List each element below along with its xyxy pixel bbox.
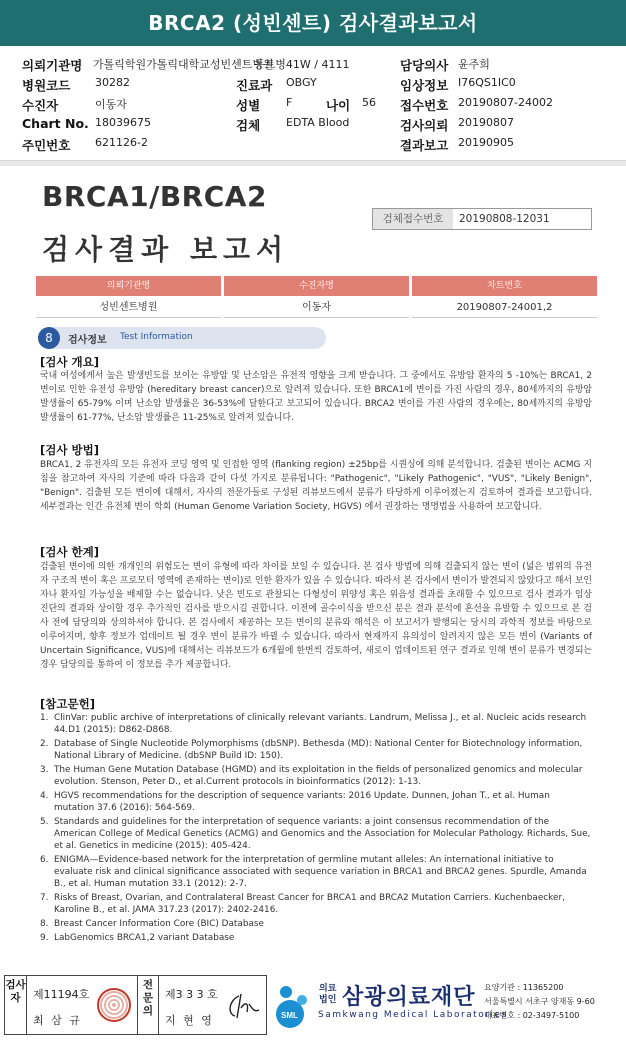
- reference-item: [40, 918, 592, 930]
- org-type: 의료 법인: [319, 984, 337, 1005]
- hospital-code-label: 병원코드: [22, 78, 71, 93]
- report-gene-title: BRCA1/BRCA2: [42, 180, 267, 213]
- specialist-license: 제3 3 3 호: [165, 988, 218, 1001]
- report-title: BRCA2 (성빈센트) 검사결과보고서: [148, 11, 478, 35]
- references-list: [40, 712, 592, 946]
- reference-item: [40, 738, 592, 762]
- reference-item: [40, 892, 592, 916]
- age-value: 56: [362, 96, 376, 109]
- limitation-body: 검출된 변이에 의한 개개인의 위험도는 변이 유형에 따라 차이를 보일 수 있습니다. 본 검사 방법에 의해 검출되지 않는 변이 (넓은 범위의 유전자 구조적 변이 혹은 프로모터 영역에 존재하는 변이)로 인한 환자가 있을 수 있습니다. 따라서 본 검사에서 변이가 발견되지 않았다고 해서 보인자나 환자일 가능성을 배제할 수는 없습니다. 낮은 빈도로 관찰되는 다형성이 위양성 혹은 위음성 결과를 초래할 수 있으므로 검사 결과가 임상진단의 결과와 상이할 경우 추가적인 검사를 받으시길 권합니다. 이전에 골수이식을 받으신 분은 결과 분석에 혼선을 유발할 수 있으므로 본 검사 전에 담당의와 상의하셔야 합니다. 본 검사에서 제공하는 모든 변이의 분류와 해석은 이 보고서가 발행되는 당시의 과학적 정보를 바탕으로 이루어지며, 향후 정보가 업데이트 될 경우 변이 분류가 바뀔 수 있습니다. 따라서 현재까지 유의성이 알려지지 않은 모든 변이 (Variants of Uncertain Significance, VUS)에 대해서는 리뷰보드가 6개월에 한번씩 검토하여, 새로이 업데이트된 연구 결과로 인해 변이 분류가 변경되는 경우 담당의를 통하여 이 정보를 추가 제공합니다.: [40, 562, 592, 670]
- reference-text: ENIGMA—Evidence-based network for the interpretation of germline mutant alleles: An international initiative to evaluate risk and clinical significance associated with sequence variation in BRCA1 and BRCA2 genes. Spurdle, Amanda B., et al. Human mutation 33.1 (2012): 2-7.: [54, 855, 587, 889]
- method-body: BRCA1, 2 유전자의 모든 유전자 코딩 영역 및 인접한 영역 (flanking region) ±25bp를 시퀀싱에 의해 분석합니다. 검출된 변이는 ACMG 지침을 참고하여 자사의 기준에 따라 다음과 같이 다섯 가지로 분류됩니다: "Pathogenic", "Likely Pathogenic", "VUS", "Likely Benign", "Benign". 검출된 모든 변이에 대해서, 자사의 전문가들로 구성된 리뷰보드에서 분류가 타당하게 이루어졌는지 검토하여 결과를 보고합니다. 세부결과는 인간 유전체 변이 학회 (Human Genome Variation Society, HGVS) 에서 권장하는 명명법을 사용하여 보고합니다.: [40, 460, 592, 512]
- table-cell-patient: 이동자: [224, 298, 409, 318]
- specialist-signature-icon: [225, 990, 261, 1022]
- reference-item: [40, 932, 592, 944]
- sex-label: 성별: [236, 98, 261, 113]
- reference-number: 6.: [40, 855, 49, 865]
- table-header-org: 의뢰기관명: [36, 276, 221, 296]
- collector-value: 이동자: [95, 98, 127, 111]
- reference-item: [40, 764, 592, 788]
- reference-item: [40, 790, 592, 814]
- sex-value: F: [286, 96, 293, 109]
- report-title-bar: [0, 0, 626, 46]
- info-title-ko: 검사정보: [68, 335, 107, 346]
- reference-text: Standards and guidelines for the interpretation of sequence variants: a joint consensus recommendation of the American College of Medical Genetics (ACMG) and Genomics and the Association for Molecular Pathology. Richards, Sue, et al. Genetics in medicine (2015): 405-424.: [54, 817, 591, 851]
- request-org-value: 가톨릭학원가톨릭대학교성빈센트병원: [93, 58, 274, 71]
- header-row-1: [0, 56, 626, 74]
- org-tel: 대표번호 : 02-3497-5100: [484, 1011, 580, 1020]
- request-date-value: 20190807: [458, 116, 514, 129]
- age-label: 나이: [326, 98, 351, 113]
- report-date-value: 20190905: [458, 136, 514, 149]
- org-name: 삼광의료재단: [342, 985, 476, 1010]
- report-doc-title: 검사결과 보고서: [42, 233, 290, 266]
- chart-label: Chart No.: [22, 116, 89, 131]
- overview-body: 국내 여성에게서 높은 발생빈도를 보이는 유방암 및 난소암은 유전적 영향을 크게 받습니다. 그 중에서도 유방암 환자의 5 -10%는 BRCA1, 2 변이로 인한 유전성 유방암 (hereditary breast cancer)으로 알려져 있습니다. 또한 BRCA1에 변이를 가진 사람의 경우, 80세까지의 유방암 발생률이 65-79% 이며 난소암 발생률은 36-53%에 달한다고 보고되어 있습니다. BRCA2 변이를 가진 사람의 경우에는, 80세까지의 유방암 발생률이 61-77%, 난소암 발생률은 11-25%로 알려져 있습니다.: [40, 371, 592, 423]
- specimen-receipt-box: [372, 208, 592, 230]
- hospital-code-value: 30282: [95, 76, 130, 89]
- clinical-value: I76QS1IC0: [458, 76, 516, 89]
- ssn-label: 주민번호: [22, 138, 71, 153]
- reference-number: 4.: [40, 791, 49, 801]
- clinical-label: 임상정보: [400, 78, 449, 93]
- reference-number: 8.: [40, 919, 49, 929]
- org-address: 서울특별시 서초구 양재동 9-60: [484, 997, 595, 1006]
- reference-text: Risks of Breast, Ovarian, and Contralateral Breast Cancer for BRCA1 and BRCA2 Mutation Carriers. Kuchenbaecker, Karoline B., et al. JAMA 317.23 (2017): 2402-2416.: [54, 893, 565, 915]
- receipt-value: 20190807-24002: [458, 96, 553, 109]
- reference-text: ClinVar: public archive of interpretations of clinically relevant variants. Landrum, Melissa J., et al. Nucleic acids research 44.D1 (2015): D862-D868.: [54, 713, 587, 735]
- reference-text: The Human Gene Mutation Database (HGMD) and its exploitation in the fields of personalized genomics and molecular evolution. Stenson, Peter D., et al.Current protocols in bioinformatics (2012): 1-13.: [54, 765, 583, 787]
- test-info-banner: [38, 327, 326, 349]
- org-code: 요양기관 : 11365200: [484, 983, 564, 992]
- patient-header: [0, 52, 626, 160]
- tester-name: 최 삼 규: [33, 1014, 82, 1027]
- reference-item: [40, 712, 592, 736]
- info-title-en: Test Information: [120, 332, 193, 342]
- specimen-value: EDTA Blood: [286, 116, 350, 129]
- chart-value: 18039675: [95, 116, 151, 129]
- patient-table: [36, 276, 597, 320]
- specialist-label: 전문의: [137, 976, 159, 1034]
- specimen-receipt-value: 20190808-12031: [459, 213, 550, 225]
- scanned-report: [30, 170, 600, 970]
- method-heading: [검사 방법]: [40, 443, 99, 457]
- reference-number: 5.: [40, 817, 49, 827]
- overview-heading: [검사 개요]: [40, 355, 99, 369]
- reference-item: [40, 854, 592, 890]
- org-name-en: Samkwang Medical Laboratories: [318, 1010, 508, 1020]
- reference-text: HGVS recommendations for the description of sequence variants: 2016 Update. Dunnen, Johan T., et al. Human mutation 37.6 (2016): 564-569.: [54, 791, 550, 813]
- dept-value: OBGY: [286, 76, 317, 89]
- reference-number: 9.: [40, 933, 49, 943]
- tester-seal-icon: [97, 988, 131, 1022]
- collector-label: 수진자: [22, 98, 59, 113]
- receipt-label: 접수번호: [400, 98, 449, 113]
- request-date-label: 검사의뢰: [400, 118, 449, 133]
- reference-text: Database of Single Nucleotide Polymorphisms (dbSNP). Bethesda (MD): National Center for Biotechnology information, National Library of Medicine. (dbSNP Build ID: 150).: [54, 739, 583, 761]
- doctor-label: 담당의사: [400, 58, 449, 73]
- specimen-receipt-label: 검체접수번호: [373, 209, 453, 229]
- table-cell-chart: 20190807-24001,2: [412, 298, 597, 318]
- reference-text: LabGenomics BRCA1,2 variant Database: [54, 933, 235, 943]
- table-header-patient: 수진자명: [224, 276, 409, 296]
- ssn-value: 621126-2: [95, 136, 148, 149]
- header-row-3: [0, 96, 626, 114]
- request-org-label: 의뢰기관명: [22, 58, 83, 73]
- reference-number: 2.: [40, 739, 49, 749]
- header-row-2: [0, 76, 626, 94]
- tester-label: 검사자: [5, 976, 27, 1034]
- header-row-5: [0, 136, 626, 154]
- header-row-4: [0, 116, 626, 134]
- signature-box: [4, 975, 267, 1035]
- report-date-label: 결과보고: [400, 138, 449, 153]
- reference-number: 7.: [40, 893, 49, 903]
- reference-text: Breast Cancer Information Core (BIC) Database: [54, 919, 264, 929]
- doctor-value: 윤주희: [458, 58, 490, 71]
- report-footer: [0, 972, 626, 1040]
- specialist-name: 지 현 영: [165, 1014, 214, 1027]
- references-heading: [참고문헌]: [40, 697, 95, 711]
- table-header-chart: 차트번호: [412, 276, 597, 296]
- ward-value: 동트병41W / 4111: [254, 58, 350, 71]
- specimen-label: 검체: [236, 118, 261, 133]
- reference-number: 1.: [40, 713, 49, 723]
- header-divider: [0, 160, 626, 166]
- sml-logo-text: SML: [281, 1011, 298, 1020]
- dept-label: 진료과: [236, 78, 273, 93]
- limitation-heading: [검사 한계]: [40, 545, 99, 559]
- table-cell-org: 성빈센트병원: [36, 298, 221, 318]
- tester-license: 제11194호: [33, 988, 90, 1001]
- info-number-icon: 8: [38, 327, 60, 349]
- reference-number: 3.: [40, 765, 49, 775]
- reference-item: [40, 816, 592, 852]
